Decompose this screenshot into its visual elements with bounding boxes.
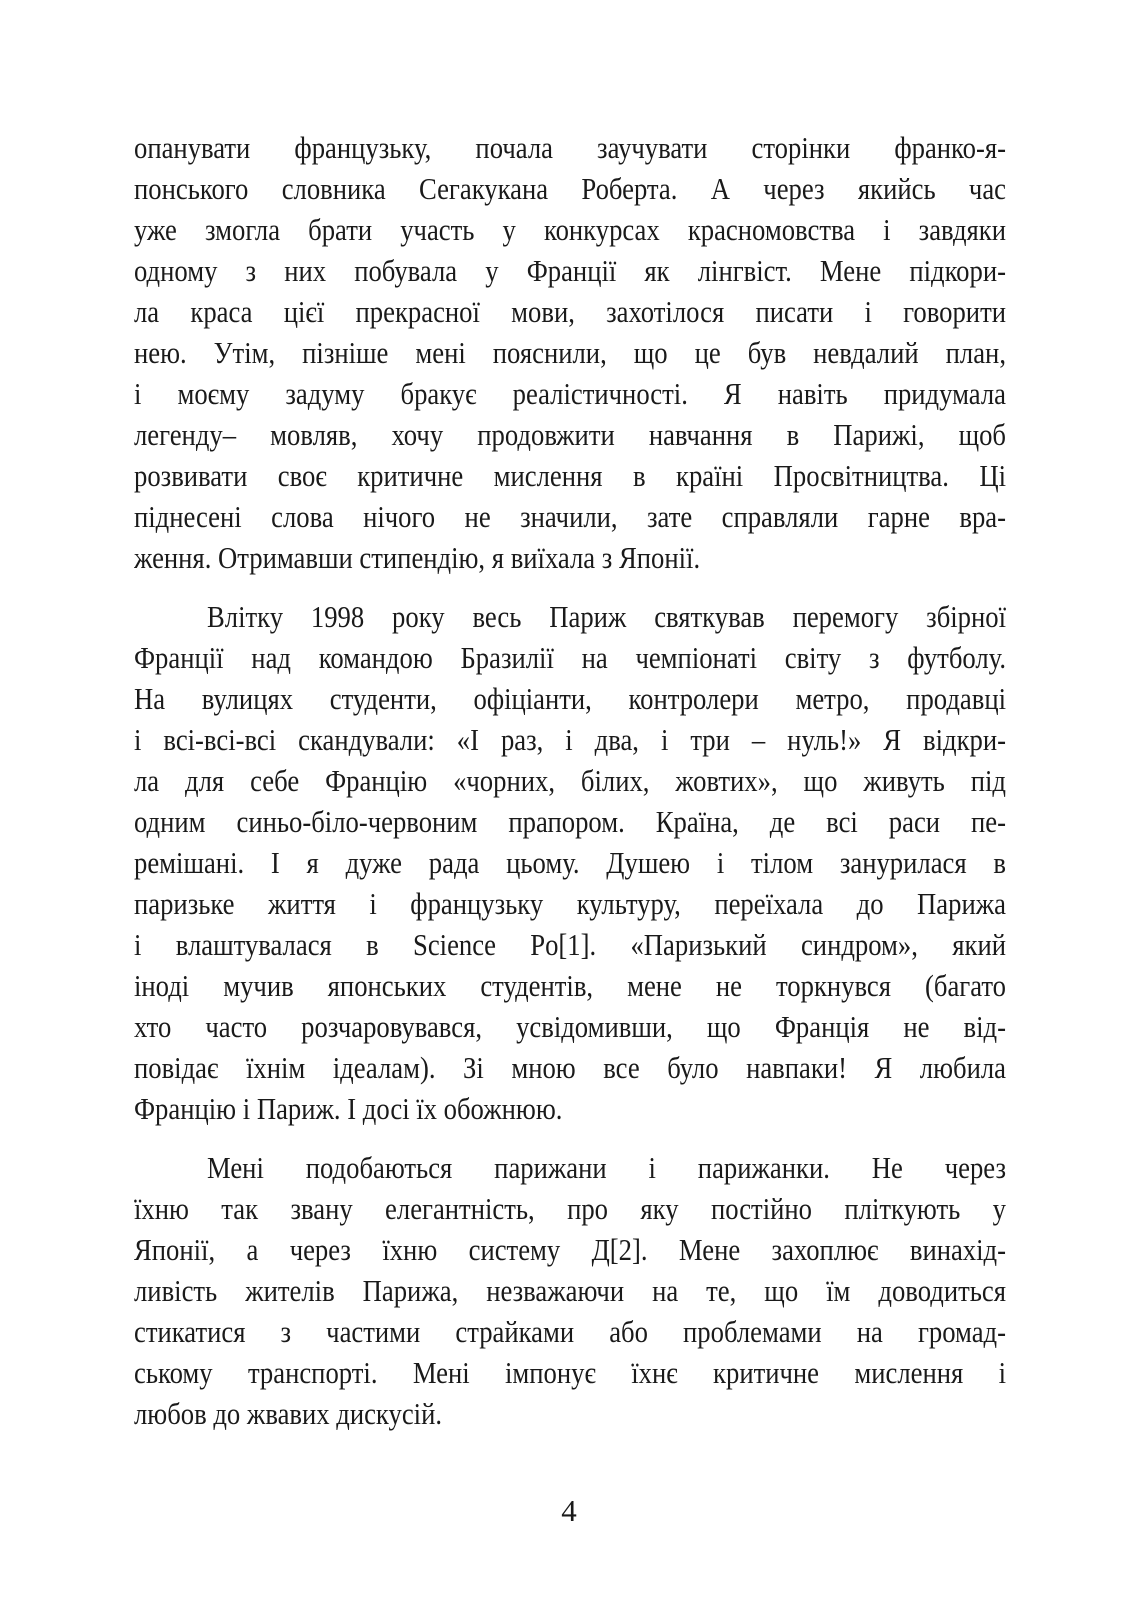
- text-line: повідає їхнім ідеалам). Зі мною все було навпаки! Я любила: [134, 1050, 1006, 1085]
- paragraph-2: [134, 596, 1006, 1129]
- text-line: Франції над командою Бразилії на чемпіонаті світу з футболу.: [134, 640, 1006, 675]
- paragraph-1: [134, 127, 1006, 578]
- body-text: [134, 127, 1006, 1452]
- text-line: піднесені слова нічого не значили, зате справляли гарне вра-: [134, 499, 1006, 534]
- text-line: одному з них побувала у Франції як лінгвіст. Мене підкори-: [134, 253, 1006, 288]
- text-line: любов до жвавих дискусій.: [134, 1396, 443, 1431]
- text-line: ському транспорті. Мені імпонує їхнє критичне мислення і: [134, 1355, 1006, 1390]
- text-line: Влітку 1998 року весь Париж святкував перемогу збірної: [206, 599, 1006, 634]
- text-line: ремішані. І я дуже рада цьому. Душею і тілом занурилася в: [134, 845, 1006, 880]
- text-line: і влаштувалася в Science Po[1]. «Паризький синдром», який: [134, 927, 1006, 962]
- text-line: розвивати своє критичне мислення в країні Просвітництва. Ці: [134, 458, 1006, 493]
- text-line: нею. Утім, пізніше мені пояснили, що це був невдалий план,: [134, 335, 1006, 370]
- text-line: Мені подобаються парижани і парижанки. Не через: [206, 1150, 1006, 1185]
- text-line: уже змогла брати участь у конкурсах красномовства і завдяки: [134, 212, 1006, 247]
- text-line: і всі-всі-всі скандували: «І раз, і два, і три – нуль!» Я відкри-: [134, 722, 1006, 757]
- text-line: стикатися з частими страйками або проблемами на громад-: [134, 1314, 1006, 1349]
- text-line: іноді мучив японських студентів, мене не торкнувся (багато: [134, 968, 1006, 1003]
- text-line: Японії, а через їхню систему Д[2]. Мене захоплює винахід-: [134, 1232, 1006, 1267]
- text-line: Францію і Париж. І досі їх обожнюю.: [134, 1091, 563, 1126]
- text-line: їхню так звану елегантність, про яку постійно пліткують у: [134, 1191, 1006, 1226]
- paragraph-3: [134, 1147, 1006, 1434]
- text-line: На вулицях студенти, офіціанти, контролери метро, продавці: [134, 681, 1006, 716]
- text-line: ливість жителів Парижа, незважаючи на те, що їм доводиться: [134, 1273, 1006, 1308]
- text-line: ла краса цієї прекрасної мови, захотілося писати і говорити: [134, 294, 1006, 329]
- text-line: одним синьо-біло-червоним прапором. Країна, де всі раси пе-: [134, 804, 1006, 839]
- text-line: понського словника Сегакукана Роберта. А через якийсь час: [134, 171, 1006, 206]
- text-line: легенду– мовляв, хочу продовжити навчання в Парижі, щоб: [134, 417, 1006, 452]
- text-line: хто часто розчаровувався, усвідомивши, що Франція не від-: [134, 1009, 1006, 1044]
- text-line: паризьке життя і французьку культуру, переїхала до Парижа: [134, 886, 1006, 921]
- text-line: ла для себе Францію «чорних, білих, жовтих», що живуть під: [134, 763, 1006, 798]
- text-line: ження. Отримавши стипендію, я виїхала з Японії.: [134, 540, 701, 575]
- text-line: і моєму задуму бракує реалістичності. Я навіть придумала: [134, 376, 1006, 411]
- text-line: опанувати французьку, почала заучувати сторінки франко-я-: [134, 130, 1006, 165]
- page-number: 4: [561, 1493, 577, 1528]
